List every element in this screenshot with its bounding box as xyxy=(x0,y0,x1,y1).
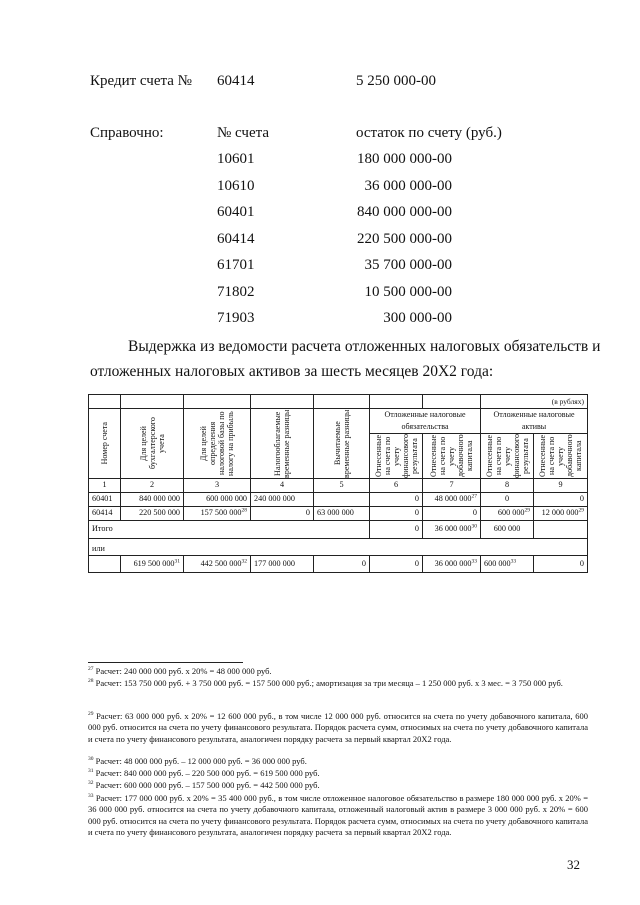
cell-liab-addcapital: 48 000 $000^{27}$ xyxy=(423,492,481,506)
cell-accounting: 220 500 000 xyxy=(121,506,184,520)
cell-deductible-diff xyxy=(314,492,370,506)
total-asset-addcapital xyxy=(534,520,588,538)
footnote: $^{33}$ Расчет: 177 000 000 руб. x 20% = 35 400 000 руб., в том числе отложенное налоговое обязательство в размере 180 000 000 руб. x 20% = 36 000 000 руб. относится на счета по учету добавочного капитала, отложенный налоговый актив в размере 3 000 000 руб. x 20% = 600 000 руб. относится на счета по учету финансового результата. Порядок расчета сумм, относимых на счета по учету добавочного капитала и счета по учету финансового результата, аналогичен порядку расчета за первый квартал 20Х2 года. xyxy=(88,793,588,837)
page-number: 32 xyxy=(567,857,580,872)
cell-account: 60414 xyxy=(89,506,121,520)
cell-liab-finresult: 0 xyxy=(370,506,423,520)
table-row xyxy=(89,506,588,520)
col-number: 4 xyxy=(251,478,314,492)
col-number: 7 xyxy=(423,478,481,492)
ref-balance: 36 000 000-00 xyxy=(364,178,452,194)
header-deferred-assets: Отложенные налоговые активы xyxy=(481,409,588,434)
ref-balance: 35 700 000-00 xyxy=(364,257,452,273)
ref-balance: 180 000 000-00 xyxy=(357,151,452,167)
alt-asset-finresult: 600 $000^{33}$ xyxy=(481,555,534,572)
section-heading-line2: отложенных налоговых активов за шесть месяцев 20Х2 года: xyxy=(90,363,494,380)
footnote: $^{29}$ Расчет: 63 000 000 руб. x 20% = 12 600 000 руб., в том числе 12 000 000 руб. относится на счета по учету добавочного капитала, 600 000 руб. относится на счета по учету финансового результата. Порядок расчета сумм, относимых на счета по учету добавочного капитала и счета по учету финансового результата, аналогичен порядку расчета за первый квартал 20Х2 года. xyxy=(88,711,588,744)
footnote: $^{32}$ Расчет: 600 000 000 руб. – 157 500 000 руб. = 442 500 000 руб. xyxy=(88,780,320,790)
col-number: 6 xyxy=(370,478,423,492)
alt-asset-addcapital: 0 xyxy=(534,555,588,572)
cell-tax-base: 157 500 $000^{28}$ xyxy=(184,506,251,520)
header-tax-base: Для целей определения налоговой базы по налогу на прибыль xyxy=(184,409,251,479)
col-number: 5 xyxy=(314,478,370,492)
header-taxable-diff: Налогооблагаемые временные разницы xyxy=(251,409,314,479)
cell-taxable-diff: 0 xyxy=(251,506,314,520)
cell-account: 60401 xyxy=(89,492,121,506)
ref-account: 10601 xyxy=(217,151,255,167)
alt-liab-addcapital: 36 000 $000^{33}$ xyxy=(423,555,481,572)
cell-asset-finresult: 600 $000^{29}$ xyxy=(481,506,534,520)
alt-taxable-diff: 177 000 000 xyxy=(251,555,314,572)
total-asset-finresult: 600 000 xyxy=(481,520,534,538)
units-label: (в рублях) xyxy=(481,395,588,409)
cell-asset-addcapital: 0 xyxy=(534,492,588,506)
cell-liab-finresult: 0 xyxy=(370,492,423,506)
ref-balance: 300 000-00 xyxy=(383,310,452,326)
ref-account: 60401 xyxy=(217,204,255,220)
reference-label: Справочно: xyxy=(90,125,164,141)
alt-tax-base: 442 500 $000^{32}$ xyxy=(184,555,251,572)
alt-row xyxy=(89,555,588,572)
ref-balance: 10 500 000-00 xyxy=(364,284,452,300)
col-number: 3 xyxy=(184,478,251,492)
total-label: Итого xyxy=(89,520,370,538)
total-row xyxy=(89,520,588,538)
header-deferred-liabilities: Отложенные налоговые обязательства xyxy=(370,409,481,434)
alt-liab-finresult: 0 xyxy=(370,555,423,572)
footnote-rule xyxy=(88,662,243,663)
reference-col-account: № счета xyxy=(217,125,270,141)
ref-balance: 840 000 000-00 xyxy=(357,204,452,220)
cell-accounting: 840 000 000 xyxy=(121,492,184,506)
ref-account: 61701 xyxy=(217,257,255,273)
total-liab-addcapital: 36 000 $000^{30}$ xyxy=(423,520,481,538)
or-label: или xyxy=(89,538,588,555)
footnote: $^{28}$ Расчет: 153 750 000 руб. + 3 750 000 руб. = 157 500 000 руб.; амортизация за три месяца – 1 250 000 руб. x 3 мес. = 3 750 000 руб. xyxy=(88,678,563,688)
header-liab-addcapital: Отнесенные на счета по учету добавочного капитала xyxy=(423,434,481,479)
ref-account: 71903 xyxy=(217,310,255,326)
table-row xyxy=(89,492,588,506)
col-number: 2 xyxy=(121,478,184,492)
section-heading-line1: Выдержка из ведомости расчета отложенных налоговых обязательств и xyxy=(128,338,601,355)
ref-account: 10610 xyxy=(217,178,255,194)
header-accounting: Для целей бухгалтерского учета xyxy=(121,409,184,479)
header-account: Номер счета xyxy=(89,409,121,479)
credit-label: Кредит счета № xyxy=(90,73,192,89)
cell-asset-addcapital: 12 000 $000^{29}$ xyxy=(534,506,588,520)
cell-taxable-diff: 240 000 000 xyxy=(251,492,314,506)
header-liab-finresult: Отнесенные на счета по учету финансового результата xyxy=(370,434,423,479)
reference-col-balance: остаток по счету (руб.) xyxy=(356,125,502,141)
cell-tax-base: 600 000 000 xyxy=(184,492,251,506)
alt-deductible-diff: 0 xyxy=(314,555,370,572)
cell-liab-addcapital: 0 xyxy=(423,506,481,520)
footnote: $^{27}$ Расчет: 240 000 000 руб. x 20% = 48 000 000 руб. xyxy=(88,666,272,676)
credit-amount: 5 250 000-00 xyxy=(356,73,436,89)
column-numbers-row xyxy=(89,478,588,492)
ref-account: 71802 xyxy=(217,284,255,300)
cell-asset-finresult: 0 xyxy=(481,492,534,506)
tax-table xyxy=(88,394,588,573)
cell-deductible-diff: 63 000 000 xyxy=(314,506,370,520)
header-deductible-diff: Вычитаемые временные разницы xyxy=(314,409,370,479)
col-number: 9 xyxy=(534,478,588,492)
header-asset-finresult: Отнесенные на счета по учету финансового результата xyxy=(481,434,534,479)
credit-account: 60414 xyxy=(217,73,255,89)
ref-balance: 220 500 000-00 xyxy=(357,231,452,247)
total-liab-finresult: 0 xyxy=(370,520,423,538)
footnote: $^{30}$ Расчет: 48 000 000 руб. – 12 000 000 руб. = 36 000 000 руб. xyxy=(88,756,307,766)
col-number: 1 xyxy=(89,478,121,492)
header-asset-addcapital: Отнесенные на счета по учету добавочного капитала xyxy=(534,434,588,479)
alt-accounting: 619 500 $000^{31}$ xyxy=(121,555,184,572)
ref-account: 60414 xyxy=(217,231,255,247)
alt-cell-account xyxy=(89,555,121,572)
footnote: $^{31}$ Расчет: 840 000 000 руб. – 220 500 000 руб. = 619 500 000 руб. xyxy=(88,768,320,778)
col-number: 8 xyxy=(481,478,534,492)
